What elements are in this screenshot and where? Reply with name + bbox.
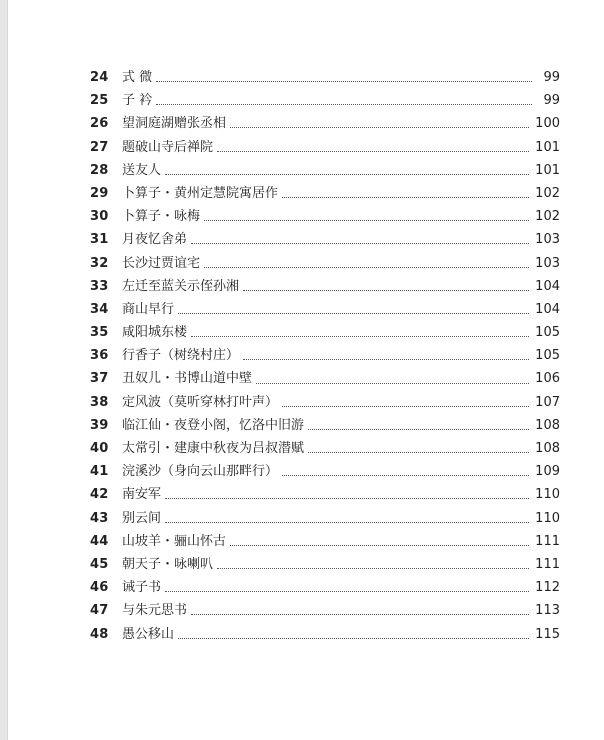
toc-entry[interactable]	[90, 275, 560, 298]
dot-leader	[308, 429, 529, 430]
toc-entry-page-number: 102	[535, 209, 560, 225]
dot-leader	[165, 174, 529, 175]
toc-entry-number: 26	[90, 116, 109, 132]
toc-entry-title: 行香子（树绕村庄）	[122, 348, 240, 364]
toc-entry-number: 46	[90, 580, 109, 596]
toc-entry-number: 35	[90, 325, 109, 341]
toc-entry-title: 咸阳城东楼	[122, 325, 188, 341]
toc-entry-number: 41	[90, 464, 109, 480]
toc-entry-title: 诫子书	[122, 580, 162, 596]
toc-entry-page-number: 101	[535, 162, 560, 178]
toc-entry[interactable]	[90, 321, 560, 344]
toc-entry-title: 月夜忆舍弟	[122, 232, 188, 248]
toc-entry-number: 25	[90, 93, 109, 109]
toc-entry-number: 44	[90, 533, 109, 549]
toc-entry-page-number: 99	[543, 70, 560, 85]
dot-leader	[243, 290, 529, 291]
toc-entry-page-number: 100	[535, 116, 560, 132]
toc-entry[interactable]	[90, 205, 560, 228]
toc-entry-number: 27	[90, 139, 109, 155]
dot-leader	[156, 104, 532, 105]
toc-entry-title: 南安军	[122, 487, 162, 503]
toc-entry-title: 山坡羊・骊山怀古	[122, 533, 227, 549]
toc-entry-page-number: 102	[535, 185, 560, 201]
toc-entry[interactable]	[90, 553, 560, 576]
toc-entry[interactable]	[90, 530, 560, 553]
toc-entry[interactable]	[90, 483, 560, 506]
toc-entry[interactable]	[90, 507, 560, 530]
toc-entry-title: 浣溪沙（身向云山那畔行）	[122, 464, 279, 480]
toc-entry-number: 33	[90, 278, 109, 294]
toc-entry-page-number: 105	[535, 348, 560, 364]
toc-entry-number: 45	[90, 556, 109, 572]
toc-entry-title: 商山早行	[122, 301, 175, 317]
toc-entry-number: 43	[90, 510, 109, 526]
toc-entry-title: 望洞庭湖赠张丞相	[122, 116, 227, 132]
toc-entry-page-number: 106	[535, 371, 560, 387]
table-of-contents	[90, 66, 560, 646]
toc-entry[interactable]	[90, 89, 560, 112]
dot-leader	[156, 81, 532, 82]
toc-entry[interactable]	[90, 599, 560, 622]
toc-entry-title: 卜算子・咏梅	[122, 209, 201, 225]
toc-entry[interactable]	[90, 66, 560, 89]
dot-leader	[282, 475, 529, 476]
dot-leader	[178, 638, 529, 639]
toc-entry-title: 太常引・建康中秋夜为吕叔潜赋	[122, 441, 305, 456]
toc-entry[interactable]	[90, 391, 560, 414]
dot-leader	[191, 243, 529, 244]
dot-leader	[230, 545, 529, 546]
toc-entry[interactable]	[90, 136, 560, 159]
toc-entry-number: 39	[90, 417, 109, 433]
toc-entry-title: 朝天子・咏喇叭	[122, 556, 214, 572]
dot-leader	[191, 336, 529, 337]
dot-leader	[230, 127, 529, 128]
toc-entry-title: 丑奴儿・书博山道中壁	[122, 371, 253, 387]
toc-entry-title: 定风波（莫听穿林打叶声）	[122, 394, 279, 410]
toc-entry-number: 28	[90, 162, 109, 178]
dot-leader	[217, 568, 529, 569]
dot-leader	[308, 452, 529, 453]
toc-entry-page-number: 109	[535, 464, 560, 480]
toc-entry-number: 48	[90, 626, 109, 642]
toc-entry[interactable]	[90, 159, 560, 182]
toc-entry[interactable]	[90, 228, 560, 251]
toc-entry-page-number: 108	[535, 441, 560, 456]
dot-leader	[282, 406, 529, 407]
toc-entry[interactable]	[90, 576, 560, 599]
toc-entry-number: 42	[90, 487, 109, 503]
dot-leader	[178, 313, 529, 314]
toc-entry-number: 34	[90, 301, 109, 317]
toc-entry-page-number: 112	[535, 580, 560, 596]
toc-entry-page-number: 104	[535, 278, 560, 294]
toc-entry-number: 32	[90, 255, 109, 271]
toc-entry-number: 30	[90, 209, 109, 225]
toc-entry-page-number: 111	[535, 556, 560, 572]
toc-entry-number: 24	[90, 70, 109, 85]
toc-entry[interactable]	[90, 112, 560, 135]
toc-entry-page-number: 103	[535, 232, 560, 248]
toc-entry-title: 题破山寺后禅院	[122, 139, 214, 155]
dot-leader	[165, 591, 529, 592]
toc-entry[interactable]	[90, 298, 560, 321]
toc-entry-page-number: 113	[535, 603, 560, 619]
toc-entry-title: 愚公移山	[122, 626, 175, 642]
toc-entry-page-number: 104	[535, 301, 560, 317]
toc-entry-page-number: 99	[543, 93, 560, 109]
toc-entry-title: 长沙过贾谊宅	[122, 255, 201, 271]
toc-entry-page-number: 101	[535, 139, 560, 155]
toc-entry-number: 47	[90, 603, 109, 619]
dot-leader	[204, 267, 529, 268]
toc-entry-title: 与朱元思书	[122, 603, 188, 619]
dot-leader	[191, 614, 529, 615]
toc-entry-title: 卜算子・黄州定慧院寓居作	[122, 185, 279, 201]
toc-entry[interactable]	[90, 367, 560, 390]
toc-entry-number: 40	[90, 441, 109, 456]
dot-leader	[243, 359, 529, 360]
toc-entry-number: 37	[90, 371, 109, 387]
toc-entry-title: 式 微	[122, 70, 153, 85]
toc-entry-number: 31	[90, 232, 109, 248]
toc-entry-page-number: 108	[535, 417, 560, 433]
toc-entry[interactable]	[90, 344, 560, 367]
toc-entry-title: 别云间	[122, 510, 162, 526]
toc-entry-page-number: 107	[535, 394, 560, 410]
toc-entry[interactable]	[90, 623, 560, 646]
toc-entry[interactable]	[90, 182, 560, 205]
toc-entry-title: 送友人	[122, 162, 162, 178]
dot-leader	[282, 197, 529, 198]
toc-entry-title: 左迁至蓝关示侄孙湘	[122, 278, 240, 294]
toc-entry-page-number: 111	[535, 533, 560, 549]
toc-entry-page-number: 110	[535, 487, 560, 503]
dot-leader	[256, 383, 529, 384]
toc-entry-page-number: 115	[535, 626, 560, 642]
toc-entry-number: 29	[90, 185, 109, 201]
toc-entry-page-number: 110	[535, 510, 560, 526]
toc-entry[interactable]	[90, 252, 560, 275]
dot-leader	[165, 498, 529, 499]
dot-leader	[165, 522, 529, 523]
dot-leader	[217, 151, 529, 152]
toc-entry-title: 临江仙・夜登小阁，忆洛中旧游	[122, 417, 305, 433]
toc-entry-number: 36	[90, 348, 109, 364]
toc-entry-title: 子 衿	[122, 93, 153, 109]
dot-leader	[204, 220, 529, 221]
toc-entry[interactable]	[90, 414, 560, 437]
toc-entry[interactable]	[90, 437, 560, 460]
page-edge	[0, 0, 8, 740]
toc-entry-number: 38	[90, 394, 109, 410]
toc-entry-page-number: 105	[535, 325, 560, 341]
toc-entry[interactable]	[90, 460, 560, 483]
toc-entry-page-number: 103	[535, 255, 560, 271]
